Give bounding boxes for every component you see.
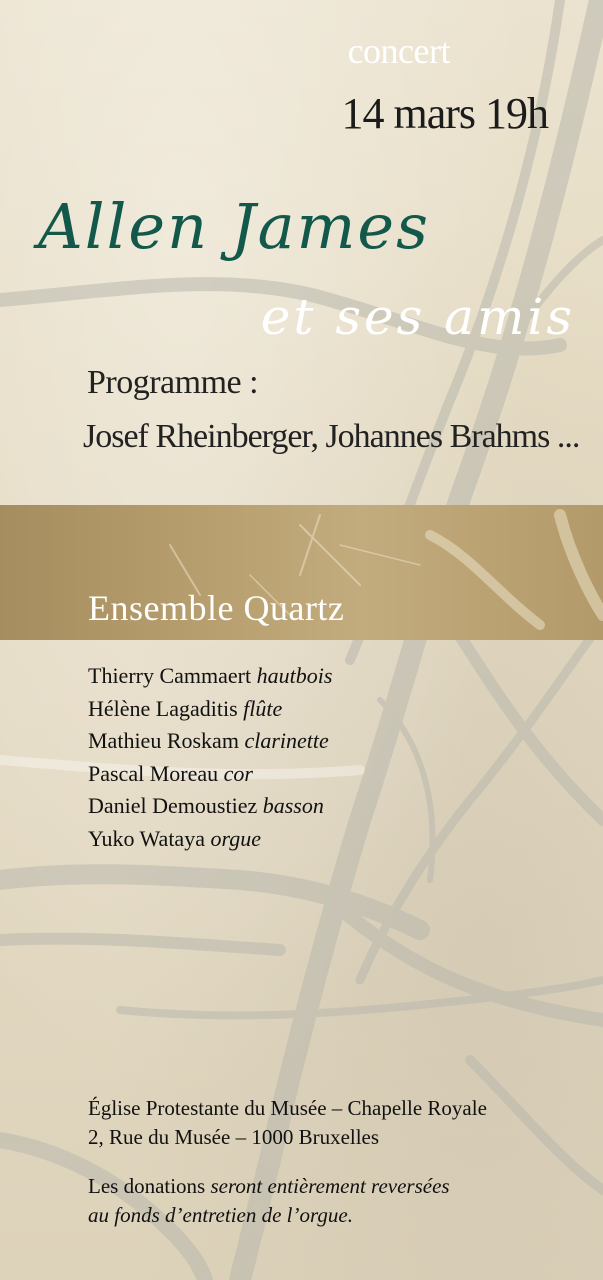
musician-item [88, 758, 332, 791]
musician-instrument: basson [262, 793, 324, 818]
musician-item [88, 823, 332, 856]
musician-item [88, 660, 332, 693]
donation-note [88, 1172, 450, 1230]
musician-instrument: cor [223, 760, 253, 786]
musician-name: Thierry Cammaert [88, 663, 252, 688]
programme-label: Programme : [87, 364, 259, 401]
concert-date: 14 mars 19h [341, 89, 548, 138]
musician-name: Pascal Moreau [88, 760, 219, 786]
musician-name: Mathieu Roskam [88, 728, 239, 753]
musician-name: Yuko Wataya [88, 825, 205, 851]
poster-subtitle: et ses amis [260, 288, 575, 346]
musician-item [88, 693, 332, 726]
donation-text-line2: au fonds d’entretien de l’orgue. [88, 1203, 353, 1227]
donation-text: seront entièrement reversées [210, 1174, 450, 1198]
donation-prefix: Les donations [88, 1174, 206, 1198]
musician-item [88, 725, 332, 758]
musician-instrument: orgue [210, 825, 261, 851]
musician-name: Daniel Demoustiez [88, 793, 258, 818]
musician-instrument: clarinette [244, 728, 329, 753]
venue-name: Église Protestante du Musée – Chapelle Royale [88, 1096, 487, 1120]
venue-address: 2, Rue du Musée – 1000 Bruxelles [88, 1125, 380, 1149]
musician-list [88, 660, 332, 855]
programme-composers: Josef Rheinberger, Johannes Brahms ... [83, 418, 580, 455]
venue-block [88, 1094, 487, 1152]
musician-instrument: flûte [243, 695, 283, 721]
ensemble-name: Ensemble Quartz [88, 588, 345, 628]
concert-label: concert [347, 31, 450, 71]
musician-name: Hélène Lagaditis [88, 695, 238, 721]
musician-item [88, 790, 332, 823]
poster-title: Allen James [38, 190, 430, 263]
musician-instrument: hautbois [256, 663, 333, 688]
